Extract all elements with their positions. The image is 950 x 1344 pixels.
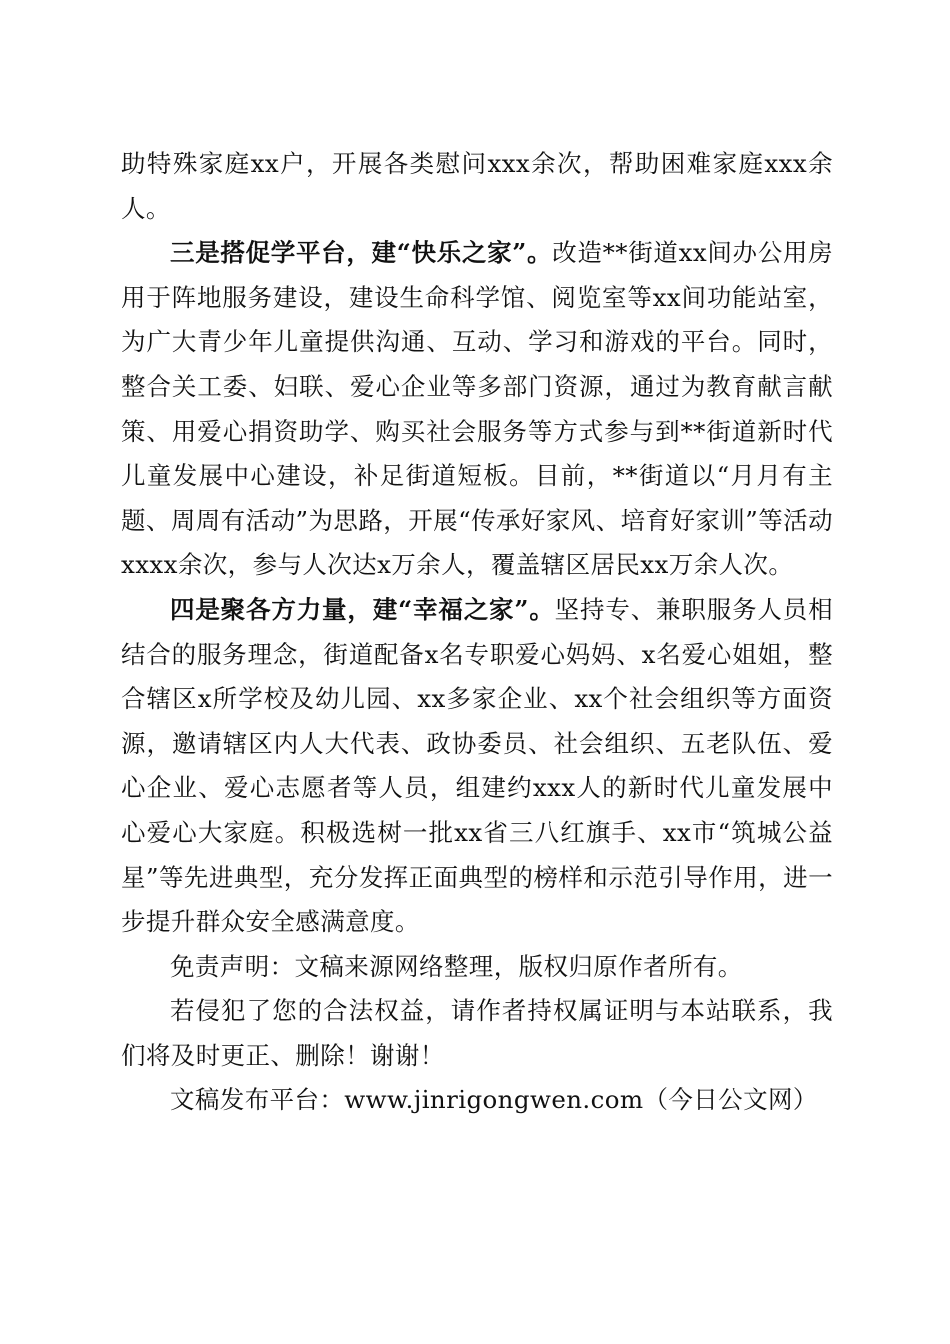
paragraph-lead: 四是聚各方力量，建“幸福之家”。 <box>170 594 555 624</box>
paragraph-text: 改造**街道xx间办公用房用于阵地服务建设，建设生命科学馆、阅览室等xx间功能站室，为广大青少年儿童提供沟通、互动、学习和游戏的平台。同时，整合关工委、妇联、爱心企业等多部门资源，通过为教育献言献策、用爱心捐资助学、购买社会服务等方式参与到**街道新时代儿童发展中心建设，补足街道短板。目前，**街道以“月月有主题、周周有活动”为思路，开展“传承好家风、培育好家训”等活动xxxx余次，参与人次达x万余人，覆盖辖区居民xx万余人次。 <box>121 238 833 580</box>
disclaimer-line: 免责声明：文稿来源网络整理，版权归原作者所有。 <box>170 951 743 981</box>
publisher-line: 文稿发布平台：www.jinrigongwen.com（今日公文网） <box>170 1085 818 1115</box>
paragraph-all-forces <box>121 588 833 945</box>
rights-notice-line: 若侵犯了您的合法权益，请作者持权属证明与本站联系，我们将及时更正、删除！谢谢！ <box>121 996 833 1070</box>
paragraph-text: 助特殊家庭xx户，开展各类慰问xxx余次，帮助困难家庭xxx余人。 <box>121 149 833 223</box>
paragraph-learning-platform <box>121 231 833 588</box>
paragraph-continuation <box>121 142 833 231</box>
paragraph-text: 坚持专、兼职服务人员相结合的服务理念，街道配备x名专职爱心妈妈、x名爱心姐姐，整合辖区x所学校及幼儿园、xx多家企业、xx个社会组织等方面资源，邀请辖区内人大代表、政协委员、社会组织、五老队伍、爱心企业、爱心志愿者等人员，组建约xxx人的新时代儿童发展中心爱心大家庭。积极选树一批xx省三八红旗手、xx市“筑城公益星”等先进典型，充分发挥正面典型的榜样和示范引导作用，进一步提升群众安全感满意度。 <box>121 594 833 937</box>
document-body <box>121 142 833 1123</box>
paragraph-lead: 三是搭促学平台，建“快乐之家”。 <box>170 238 553 268</box>
